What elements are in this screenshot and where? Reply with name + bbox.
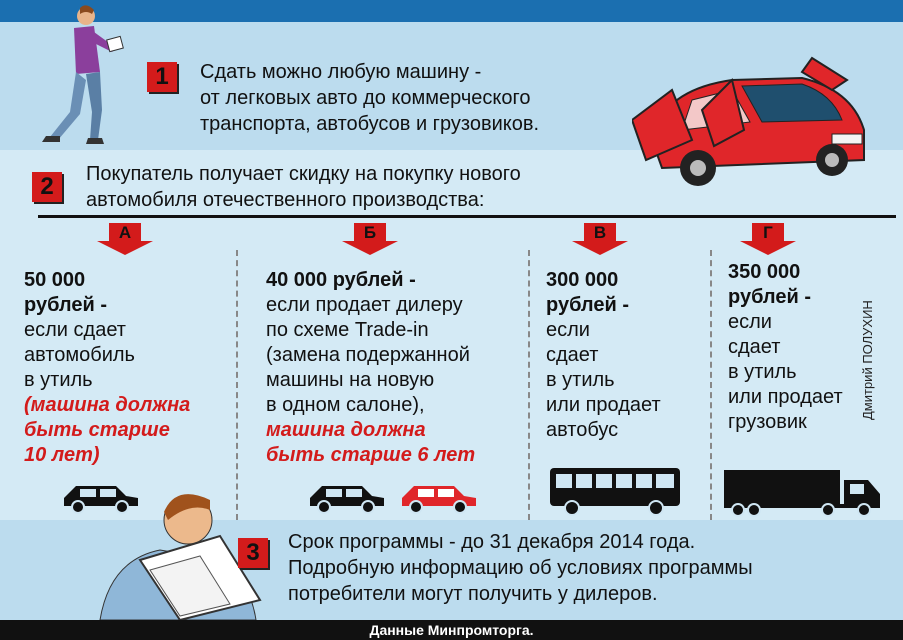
col-g-text-4: или продает: [728, 386, 843, 408]
col-v-text-2: сдает: [546, 344, 599, 366]
truck-icon: [722, 468, 884, 518]
arrow-a-letter: А: [109, 223, 141, 241]
col-g-bold-2: рублей -: [728, 286, 812, 308]
column-divider-2: [528, 250, 530, 520]
col-b-bold-1: 40 000 рублей -: [266, 269, 416, 291]
step-2-line-1: Покупатель получает скидку на покупку нового: [86, 163, 521, 185]
col-a-red-2: быть старше: [24, 419, 170, 441]
column-a: [24, 268, 190, 468]
col-g-bold-1: 350 000: [728, 261, 801, 283]
arrow-v-icon: [572, 223, 628, 255]
arrow-g-icon: [740, 223, 796, 255]
footer-source: Данные Минпромторга.: [0, 620, 903, 640]
column-g: [728, 260, 843, 435]
col-v-text-3: в утиль: [546, 369, 615, 391]
red-car-illustration: [632, 50, 872, 200]
col-a-text-2: автомобиль: [24, 344, 135, 366]
arrow-b-letter: Б: [354, 223, 386, 241]
col-a-bold-2: рублей -: [24, 294, 108, 316]
col-v-bold-1: 300 000: [546, 269, 619, 291]
col-b-text-1: если продает дилеру: [266, 294, 463, 316]
col-b-text-5: в одном салоне),: [266, 394, 425, 416]
step-1-line-3: транспорта, автобусов и грузовиков.: [200, 113, 540, 135]
step-1-badge: 1: [147, 62, 177, 92]
column-divider-3: [710, 250, 712, 520]
bus-icon: [548, 466, 682, 516]
divider-line: [38, 215, 896, 218]
col-a-text-1: если сдает: [24, 319, 126, 341]
col-a-red-1: (машина должна: [24, 394, 191, 416]
col-a-text-3: в утиль: [24, 369, 93, 391]
step-3-line-2: Подробную информацию об условиях программы: [288, 557, 753, 579]
step-2-line-2: автомобиля отечественного производства:: [86, 189, 485, 211]
col-v-text-5: автобус: [546, 419, 619, 441]
col-b-red-2: быть старше 6 лет: [266, 444, 476, 466]
photo-credit: Дмитрий ПОЛУХИН: [860, 300, 875, 420]
col-b-text-3: (замена подержанной: [266, 344, 470, 366]
arrow-a-icon: [97, 223, 153, 255]
arrow-v-letter: В: [584, 223, 616, 241]
col-b-text-2: по схеме Trade-in: [266, 319, 429, 341]
walking-man-illustration: [30, 2, 130, 147]
column-v: [546, 268, 661, 443]
top-strip: [0, 0, 903, 22]
red-car-icon: [398, 478, 478, 514]
step-1-line-1: Сдать можно любую машину -: [200, 61, 482, 83]
arrow-g-letter: Г: [752, 223, 784, 241]
col-g-text-1: если: [728, 311, 772, 333]
col-b-text-4: машины на новую: [266, 369, 435, 391]
step-3-badge: 3: [238, 538, 268, 568]
col-a-red-3: 10 лет): [24, 444, 100, 466]
step-1-line-2: от легковых авто до коммерческого: [200, 87, 531, 109]
col-g-text-3: в утиль: [728, 361, 797, 383]
step-3-line-3: потребители могут получить у дилеров.: [288, 583, 658, 605]
arrow-b-icon: [342, 223, 398, 255]
col-v-text-4: или продает: [546, 394, 661, 416]
col-g-text-5: грузовик: [728, 411, 807, 433]
step-2-badge: 2: [32, 172, 62, 202]
step-3-line-1: Срок программы - до 31 декабря 2014 года.: [288, 531, 696, 553]
black-car-icon-2: [306, 478, 386, 514]
col-v-bold-2: рублей -: [546, 294, 630, 316]
col-b-red-1: машина должна: [266, 419, 426, 441]
col-a-bold-1: 50 000: [24, 269, 86, 291]
col-v-text-1: если: [546, 319, 590, 341]
col-g-text-2: сдает: [728, 336, 781, 358]
column-b: [266, 268, 475, 468]
